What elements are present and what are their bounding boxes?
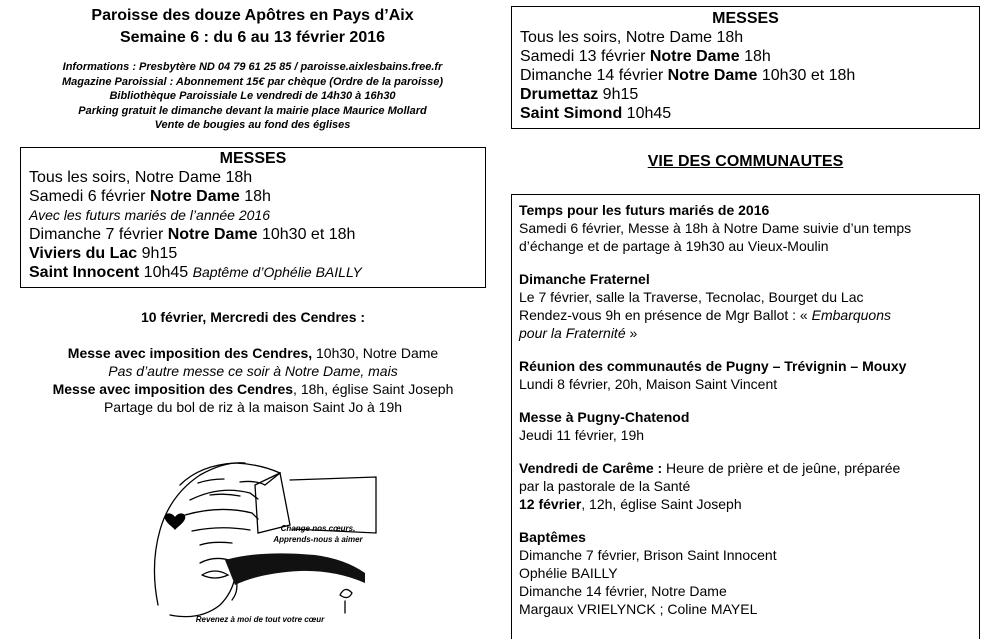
heart-icon bbox=[165, 513, 186, 530]
week-subtitle: Semaine 6 : du 6 au 13 février 2016 bbox=[119, 29, 386, 46]
pugny-block bbox=[519, 408, 979, 444]
lent-illustration bbox=[140, 455, 380, 631]
block-text: Dimanche 7 février, Brison Saint Innocent bbox=[519, 547, 777, 563]
mass-day: Samedi 13 février bbox=[520, 48, 650, 65]
mass-line: Tous les soirs, Notre Dame 18h bbox=[29, 169, 253, 186]
parish-info bbox=[0, 60, 505, 133]
mass-time: 9h15 bbox=[598, 86, 639, 103]
mass-time: 18h bbox=[739, 48, 771, 65]
messes-box-next-week bbox=[511, 6, 980, 129]
reunion-block bbox=[519, 357, 979, 393]
mass-time: 10h30 et 18h bbox=[757, 67, 856, 84]
mass-place: Notre Dame bbox=[167, 226, 258, 243]
mass-line: Tous les soirs, Notre Dame 18h bbox=[520, 29, 744, 46]
block-heading: Baptêmes bbox=[519, 529, 586, 545]
mass-line bbox=[520, 104, 971, 123]
futurs-maries-block bbox=[519, 201, 979, 255]
block-text bbox=[519, 306, 979, 324]
block-heading: Messe à Pugny-Chatenod bbox=[519, 409, 690, 425]
mass-note: Baptême d’Ophélie BAILLY bbox=[192, 264, 362, 280]
baptemes-block bbox=[519, 528, 979, 618]
block-text bbox=[519, 459, 979, 477]
ash-note: Pas d’autre messe ce soir à Notre Dame, mais bbox=[108, 363, 398, 379]
block-text: Margaux VRIELYNCK ; Coline MAYEL bbox=[519, 601, 758, 617]
mass-day: Dimanche 14 février bbox=[520, 67, 668, 84]
ash-wednesday-section bbox=[20, 308, 486, 416]
community-life-box bbox=[511, 194, 980, 639]
mass-place: Notre Dame bbox=[649, 48, 740, 65]
ash-mass-line bbox=[20, 380, 486, 398]
ash-mass-label: Messe avec imposition des Cendres bbox=[52, 381, 294, 397]
info-line: Bibliothèque Paroissiale Le vendredi de 14h30 à 16h30 bbox=[109, 90, 396, 102]
mass-time: 10h45 bbox=[139, 264, 193, 281]
text-part: Heure de prière et de jeûne, préparée bbox=[662, 460, 901, 476]
messes-title: MESSES bbox=[219, 150, 287, 167]
mass-day: Samedi 6 février bbox=[29, 188, 150, 205]
block-text: Le 7 février, salle la Traverse, Tecnolac, Bourget du Lac bbox=[519, 289, 864, 305]
rice-bowl-line: Partage du bol de riz à la maison Saint Jo à 19h bbox=[103, 399, 403, 415]
ash-mass-detail: , 18h, église Saint Joseph bbox=[293, 381, 454, 397]
ash-mass-label: Messe avec imposition des Cendres, bbox=[67, 345, 313, 361]
careme-block bbox=[519, 459, 979, 513]
mass-time: 18h bbox=[239, 188, 271, 205]
block-text: Jeudi 11 février, 19h bbox=[519, 427, 645, 443]
community-life-title: VIE DES COMMUNAUTES bbox=[647, 153, 844, 170]
mass-line bbox=[29, 225, 477, 244]
mass-place: Drumettaz bbox=[520, 86, 599, 103]
mass-line bbox=[29, 244, 477, 263]
mass-line bbox=[520, 85, 971, 104]
dimanche-fraternel-block bbox=[519, 270, 979, 342]
mass-time: 10h45 bbox=[622, 105, 672, 122]
mass-line bbox=[520, 47, 971, 66]
speech-bubble bbox=[258, 523, 378, 545]
info-line: Magazine Paroissial : Abonnement 15€ par chèque (Ordre de la paroisse) bbox=[61, 75, 444, 88]
mass-line bbox=[29, 263, 477, 282]
messes-title: MESSES bbox=[712, 10, 779, 27]
mass-place: Saint Innocent bbox=[29, 264, 140, 281]
text-part: » bbox=[625, 325, 638, 341]
illustration-caption: Revenez à moi de tout votre cœur bbox=[195, 615, 325, 624]
ash-wednesday-title: 10 février, Mercredi des Cendres : bbox=[140, 309, 366, 325]
text-part: 12 février bbox=[519, 496, 582, 512]
text-part: Embarquons bbox=[811, 307, 892, 323]
block-text: d’échange et de partage à 19h30 au Vieux-Moulin bbox=[519, 238, 829, 254]
block-text: Ophélie BAILLY bbox=[519, 565, 618, 581]
text-part: Rendez-vous 9h en présence de Mgr Ballot : « bbox=[519, 307, 812, 323]
block-text: par la pastorale de la Santé bbox=[519, 478, 691, 494]
mass-time: 10h30 et 18h bbox=[257, 226, 356, 243]
block-text bbox=[519, 324, 979, 342]
block-heading: Dimanche Fraternel bbox=[519, 271, 650, 287]
block-text bbox=[519, 495, 979, 513]
block-text: Samedi 6 février, Messe à 18h à Notre Dame suivie d’un temps bbox=[519, 220, 912, 236]
block-heading: Vendredi de Carême : bbox=[519, 460, 663, 476]
parish-title: Paroisse des douze Apôtres en Pays d’Aix bbox=[91, 7, 414, 24]
mass-line bbox=[29, 187, 477, 206]
ash-mass-line bbox=[20, 344, 486, 362]
info-line: Vente de bougies au fond des églises bbox=[154, 119, 351, 131]
mass-place: Notre Dame bbox=[149, 188, 240, 205]
mass-line bbox=[520, 66, 971, 85]
mass-place: Saint Simond bbox=[520, 105, 623, 122]
block-text: Lundi 8 février, 20h, Maison Saint Vincent bbox=[519, 376, 778, 392]
messes-box-week bbox=[20, 147, 486, 288]
bubble-line: Apprends-nous à aimer bbox=[273, 535, 363, 544]
info-line: Informations : Presbytère ND 04 79 61 25 85 / paroisse.aixlesbains.free.fr bbox=[62, 61, 443, 73]
dark-wave bbox=[225, 553, 365, 585]
mass-place: Notre Dame bbox=[667, 67, 758, 84]
mass-time: 9h15 bbox=[137, 245, 178, 262]
mass-day: Dimanche 7 février bbox=[29, 226, 168, 243]
block-text: Dimanche 14 février, Notre Dame bbox=[519, 583, 727, 599]
ash-mass-detail: 10h30, Notre Dame bbox=[312, 345, 439, 361]
block-heading: Réunion des communautés de Pugny – Trévignin – Mouxy bbox=[519, 358, 907, 374]
mass-place: Viviers du Lac bbox=[29, 245, 138, 262]
text-part: pour la Fraternité bbox=[519, 325, 626, 341]
mass-note: Avec les futurs mariés de l’année 2016 bbox=[29, 207, 270, 223]
block-heading: Temps pour les futurs mariés de 2016 bbox=[519, 202, 770, 218]
text-part: , 12h, église Saint Joseph bbox=[581, 496, 742, 512]
bubble-line: Change nos cœurs, bbox=[280, 524, 356, 533]
info-line: Parking gratuit le dimanche devant la mairie place Maurice Mollard bbox=[78, 104, 427, 117]
